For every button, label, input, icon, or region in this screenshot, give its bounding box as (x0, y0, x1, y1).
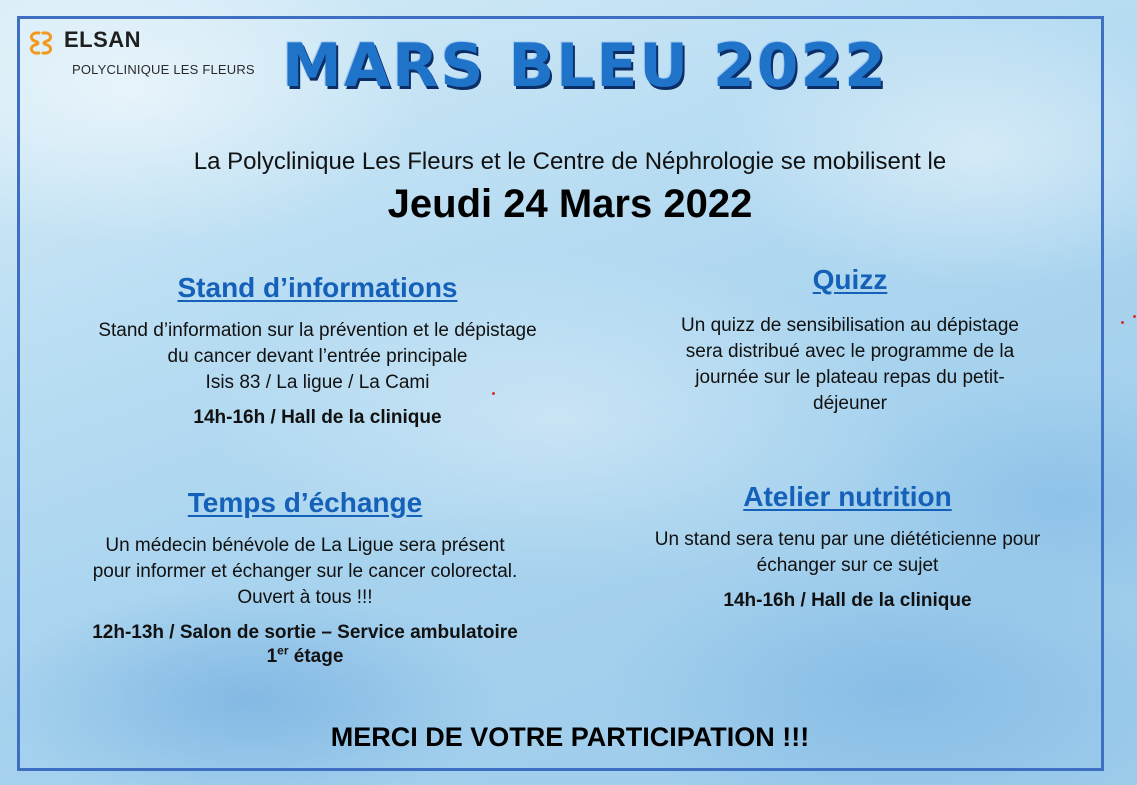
event-date: Jeudi 24 Mars 2022 (387, 182, 753, 226)
floor-word: étage (288, 646, 344, 667)
section-stand-body (45, 318, 590, 396)
section-nutrition-body (600, 527, 1095, 579)
stray-dot (1121, 321, 1124, 324)
section-nutrition-line: Un stand sera tenu par une diététicienne pour (654, 529, 1041, 550)
section-quizz-line: déjeuner (813, 393, 887, 414)
section-nutrition-line: échanger sur ce sujet (756, 555, 939, 576)
logo-brand: ELSAN (64, 27, 142, 52)
elsan-logo (26, 28, 255, 77)
section-echange-time-line: 12h-13h / Salon de sortie – Service ambulatoire (92, 622, 518, 643)
section-quizz-line: Un quizz de sensibilisation au dépistage (681, 315, 1019, 336)
section-echange-line: Un médecin bénévole de La Ligue sera présent (105, 535, 505, 556)
elsan-logo-icon (26, 28, 56, 58)
section-echange-body (35, 533, 575, 611)
section-stand-heading: Stand d’informations (177, 272, 458, 303)
section-quizz-line: sera distribué avec le programme de la (685, 341, 1015, 362)
section-nutrition (600, 479, 1095, 613)
floor-superscript: er (277, 643, 289, 658)
floor-number: 1 (266, 646, 278, 667)
section-echange (35, 485, 575, 669)
section-stand (45, 270, 590, 430)
stray-dot (492, 392, 495, 395)
section-stand-time: 14h-16h / Hall de la clinique (193, 407, 442, 428)
section-quizz-line: journée sur le plateau repas du petit- (695, 367, 1005, 388)
section-stand-line: du cancer devant l’entrée principale (167, 346, 468, 367)
section-stand-line: Stand d’information sur la prévention et le dépistage (98, 320, 537, 341)
section-stand-line: Isis 83 / La ligue / La Cami (205, 372, 430, 393)
section-echange-time (35, 621, 575, 669)
page-title: MARS BLEU 2022 (282, 31, 888, 101)
section-quizz-heading: Quizz (812, 264, 888, 295)
section-echange-floor (35, 645, 575, 669)
section-quizz-body (620, 313, 1080, 417)
section-nutrition-heading: Atelier nutrition (743, 481, 952, 512)
section-nutrition-time: 14h-16h / Hall de la clinique (723, 590, 972, 611)
section-echange-line: Ouvert à tous !!! (237, 587, 373, 608)
closing-message: MERCI DE VOTRE PARTICIPATION !!! (330, 722, 810, 752)
section-quizz (620, 262, 1080, 417)
logo-subtitle: POLYCLINIQUE LES FLEURS (72, 62, 255, 77)
stray-dot (1133, 315, 1136, 318)
intro-text: La Polyclinique Les Fleurs et le Centre de Néphrologie se mobilisent le (193, 148, 947, 175)
section-echange-heading: Temps d’échange (187, 487, 423, 518)
section-echange-line: pour informer et échanger sur le cancer colorectal. (92, 561, 518, 582)
